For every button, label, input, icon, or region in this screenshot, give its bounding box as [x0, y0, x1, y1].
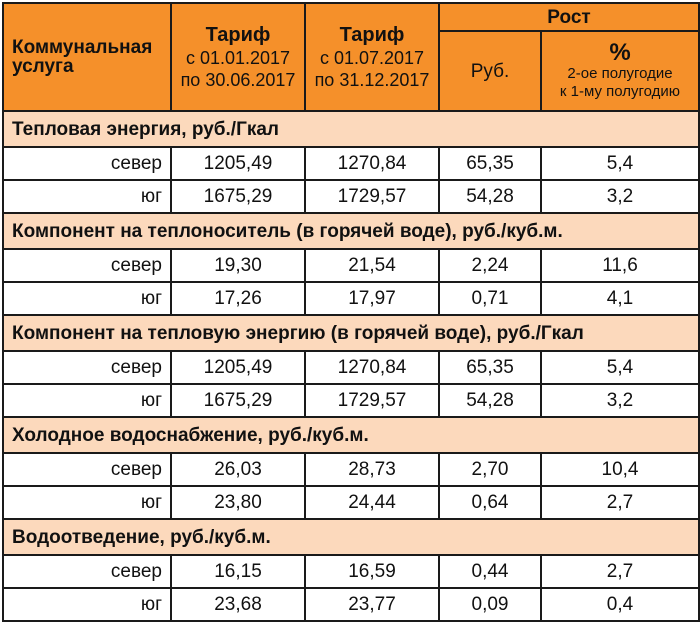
growth-rub-cell: 65,35 [439, 147, 541, 180]
tariff1-cell: 23,80 [171, 486, 305, 519]
section-title: Тепловая энергия, руб./Гкал [3, 111, 699, 147]
growth-pct-cell: 2,7 [541, 486, 699, 519]
region-cell: юг [3, 384, 171, 417]
tariff2-cell: 24,44 [305, 486, 439, 519]
tariff1-cell: 23,68 [171, 588, 305, 621]
table-row [3, 588, 699, 621]
header-tariff-h1 [171, 3, 305, 111]
header-tariff-h2-title: Тариф [339, 24, 405, 46]
growth-rub-cell: 0,64 [439, 486, 541, 519]
tariff1-cell: 17,26 [171, 282, 305, 315]
tariff2-cell: 16,59 [305, 555, 439, 588]
growth-pct-cell: 5,4 [541, 147, 699, 180]
tariff-table [2, 2, 700, 622]
table-row [3, 486, 699, 519]
growth-rub-cell: 65,35 [439, 351, 541, 384]
growth-rub-cell: 54,28 [439, 384, 541, 417]
growth-pct-cell: 4,1 [541, 282, 699, 315]
section-heat-energy-hot-water [3, 315, 699, 351]
tariff2-cell: 28,73 [305, 453, 439, 486]
header-tariff-h2-to: по 31.12.2017 [314, 70, 430, 90]
table-row [3, 249, 699, 282]
region-cell: север [3, 351, 171, 384]
tariff2-cell: 1729,57 [305, 384, 439, 417]
header-growth-pct-symbol: % [609, 39, 631, 66]
table-row [3, 555, 699, 588]
growth-pct-cell: 5,4 [541, 351, 699, 384]
growth-rub-cell: 54,28 [439, 180, 541, 213]
tariff1-cell: 1675,29 [171, 180, 305, 213]
section-heating [3, 111, 699, 147]
header-growth-pct [541, 31, 699, 111]
header-service [3, 3, 171, 111]
table-row [3, 384, 699, 417]
region-cell: север [3, 555, 171, 588]
region-cell: юг [3, 282, 171, 315]
tariff2-cell: 23,77 [305, 588, 439, 621]
tariff2-cell: 1270,84 [305, 351, 439, 384]
region-cell: север [3, 453, 171, 486]
header-tariff-h1-to: по 30.06.2017 [180, 70, 296, 90]
region-cell: юг [3, 180, 171, 213]
section-sewerage [3, 519, 699, 555]
tariff2-cell: 1729,57 [305, 180, 439, 213]
section-title: Водоотведение, руб./куб.м. [3, 519, 699, 555]
growth-pct-cell: 10,4 [541, 453, 699, 486]
growth-pct-cell: 0,4 [541, 588, 699, 621]
header-tariff-h2-from: с 01.07.2017 [319, 48, 425, 68]
header-growth-rub: Руб. [439, 31, 541, 111]
table-row [3, 282, 699, 315]
growth-rub-cell: 0,44 [439, 555, 541, 588]
tariff1-cell: 1675,29 [171, 384, 305, 417]
tariff2-cell: 17,97 [305, 282, 439, 315]
tariff1-cell: 19,30 [171, 249, 305, 282]
tariff1-cell: 1205,49 [171, 351, 305, 384]
section-heat-carrier [3, 213, 699, 249]
table-row [3, 453, 699, 486]
table-row [3, 147, 699, 180]
growth-pct-cell: 3,2 [541, 180, 699, 213]
tariff2-cell: 1270,84 [305, 147, 439, 180]
section-title: Компонент на теплоноситель (в горячей воде), руб./куб.м. [3, 213, 699, 249]
growth-pct-cell: 2,7 [541, 555, 699, 588]
section-cold-water [3, 417, 699, 453]
growth-pct-cell: 11,6 [541, 249, 699, 282]
region-cell: юг [3, 486, 171, 519]
tariff1-cell: 1205,49 [171, 147, 305, 180]
header-growth: Рост [439, 3, 699, 31]
growth-pct-cell: 3,2 [541, 384, 699, 417]
header-growth-pct-note1: 2-ое полугодие [567, 65, 673, 82]
section-title: Компонент на тепловую энергию (в горячей воде), руб./Гкал [3, 315, 699, 351]
section-title: Холодное водоснабжение, руб./куб.м. [3, 417, 699, 453]
header-tariff-h1-from: с 01.01.2017 [185, 48, 291, 68]
header-growth-pct-note2: к 1-му полугодию [559, 83, 681, 100]
tariff1-cell: 16,15 [171, 555, 305, 588]
region-cell: север [3, 147, 171, 180]
region-cell: юг [3, 588, 171, 621]
growth-rub-cell: 0,09 [439, 588, 541, 621]
region-cell: север [3, 249, 171, 282]
table-row [3, 180, 699, 213]
header-tariff-h1-title: Тариф [205, 24, 271, 46]
tariff2-cell: 21,54 [305, 249, 439, 282]
growth-rub-cell: 2,70 [439, 453, 541, 486]
header-tariff-h2 [305, 3, 439, 111]
growth-rub-cell: 0,71 [439, 282, 541, 315]
table-row [3, 351, 699, 384]
tariff1-cell: 26,03 [171, 453, 305, 486]
growth-rub-cell: 2,24 [439, 249, 541, 282]
header-service-label: Коммунальная услуга [12, 37, 153, 77]
